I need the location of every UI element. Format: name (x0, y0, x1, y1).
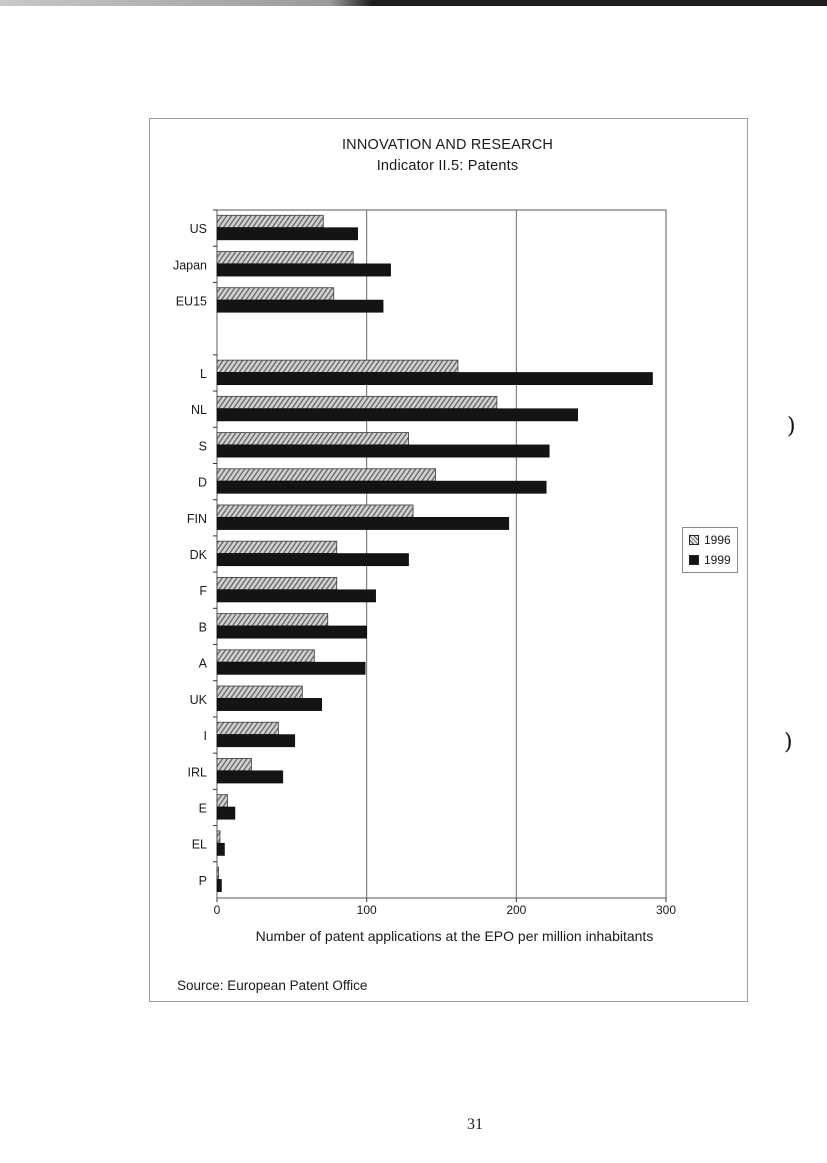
y-tick-label: NL (191, 403, 207, 418)
y-tick-label: P (198, 873, 207, 888)
legend-label-1996: 1996 (704, 533, 731, 547)
legend-label-1999: 1999 (704, 553, 731, 567)
bar-1996 (217, 686, 302, 698)
bar-1996 (217, 867, 218, 879)
bar-1999 (217, 807, 235, 819)
y-tick-label: E (198, 801, 207, 816)
bar-chart (149, 200, 746, 930)
y-tick-label: B (198, 620, 207, 635)
bar-1999 (217, 372, 653, 384)
legend-item-1999 (689, 553, 731, 567)
legend-swatch-1999 (689, 555, 699, 565)
y-tick-label: IRL (187, 765, 207, 780)
bar-1996 (217, 469, 436, 481)
y-tick-label: Japan (172, 258, 207, 273)
legend-swatch-1996 (689, 535, 699, 545)
bar-1996 (217, 360, 458, 372)
legend (682, 527, 738, 573)
y-tick-label: I (203, 729, 207, 744)
bar-1996 (217, 831, 220, 843)
y-tick-label: US (189, 222, 207, 237)
bar-1999 (217, 409, 578, 421)
bar-1996 (217, 396, 497, 408)
bar-1996 (217, 505, 413, 517)
x-tick-label: 300 (655, 903, 677, 917)
bar-1996 (217, 795, 227, 807)
bar-1999 (217, 698, 322, 710)
bar-1999 (217, 445, 549, 457)
y-tick-label: FIN (186, 511, 207, 526)
bar-1999 (217, 771, 283, 783)
bar-1999 (217, 590, 376, 602)
bar-1999 (217, 481, 546, 493)
bar-1996 (217, 215, 323, 227)
bar-1999 (217, 879, 221, 891)
x-tick-label: 100 (356, 903, 377, 917)
bar-1999 (217, 228, 358, 240)
bar-1999 (217, 626, 367, 638)
bar-1996 (217, 252, 353, 264)
bar-1999 (217, 843, 224, 855)
x-tick-label: 0 (213, 903, 221, 917)
bar-1996 (217, 433, 409, 445)
y-tick-label: F (199, 584, 207, 599)
bar-1996 (217, 650, 314, 662)
bar-1999 (217, 300, 383, 312)
y-tick-label: A (198, 656, 207, 671)
y-tick-label: DK (189, 548, 207, 562)
chart-subtitle: Indicator II.5: Patents (376, 158, 519, 174)
bar-1996 (217, 614, 328, 626)
y-tick-label: UK (189, 692, 207, 707)
bar-1996 (217, 288, 334, 300)
bar-1999 (217, 517, 509, 529)
bar-1996 (217, 577, 337, 589)
page-number: 31 (467, 1116, 483, 1133)
y-tick-label: S (198, 439, 207, 454)
chart-title: INNOVATION AND RESEARCH (341, 137, 554, 153)
y-tick-label: EU15 (175, 294, 207, 309)
bar-1996 (217, 758, 251, 770)
bar-1999 (217, 735, 295, 747)
bar-1999 (217, 662, 365, 674)
x-tick-label: 200 (506, 903, 527, 917)
bar-1999 (217, 264, 391, 276)
bar-1996 (217, 722, 278, 734)
x-axis-label: Number of patent applications at the EPO per million inhabitants (255, 928, 654, 944)
scan-mark-bracket: ) (787, 414, 796, 439)
legend-item-1996 (689, 533, 731, 547)
scan-mark-hook: ) (784, 730, 793, 755)
y-tick-label: D (197, 475, 207, 490)
bar-1996 (217, 541, 337, 553)
source-note: Source: European Patent Office (177, 978, 368, 993)
bar-1999 (217, 554, 409, 566)
scan-edge (0, 0, 827, 6)
y-tick-label: EL (191, 837, 207, 852)
y-tick-label: L (200, 366, 207, 381)
